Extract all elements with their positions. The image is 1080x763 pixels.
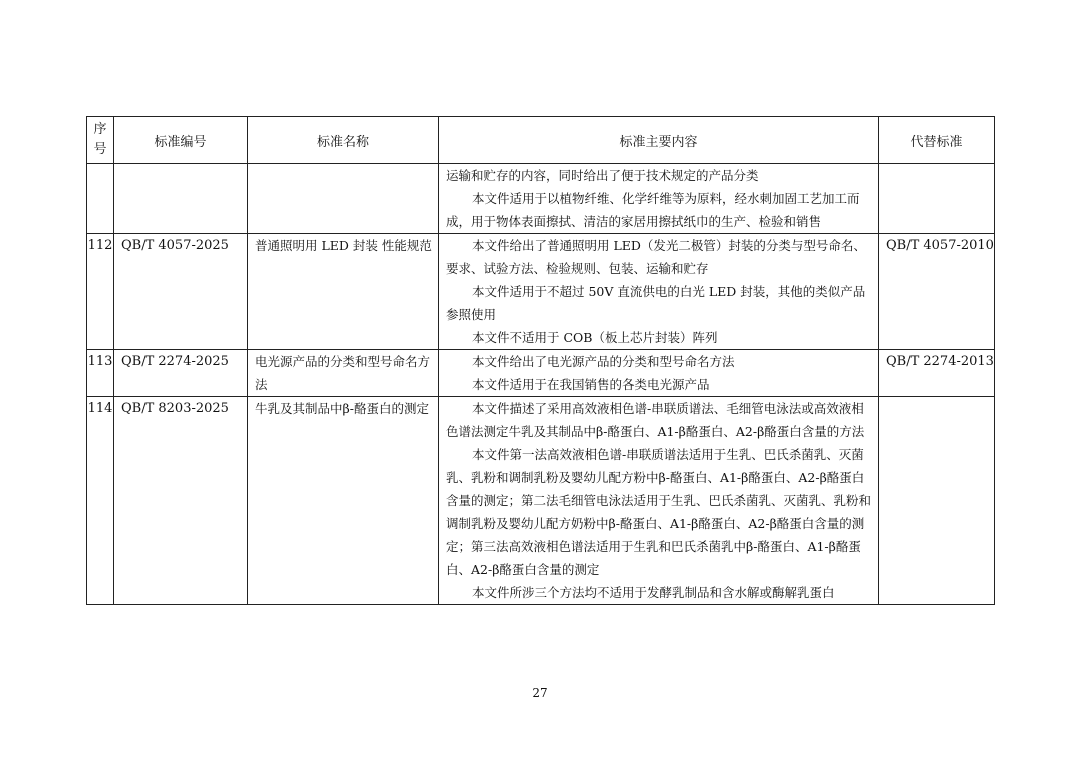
row-name: 电光源产品的分类和型号命名方法 <box>248 350 439 397</box>
content-paragraph: 本文件适用于不超过 50V 直流供电的白光 LED 封装，其他的类似产品参照使用 <box>446 284 866 322</box>
content-paragraph: 本文件适用于在我国销售的各类电光源产品 <box>472 377 710 392</box>
page-number: 27 <box>532 686 548 700</box>
header-code: 标准编号 <box>114 117 248 164</box>
row-seq: 112 <box>87 234 114 350</box>
row-replaces: QB/T 2274-2013 <box>879 350 995 397</box>
content-paragraph: 本文件第一法高效液相色谱-串联质谱法适用于生乳、巴氏杀菌乳、灭菌乳、乳粉和调制乳粉及婴幼儿配方粉中β-酪蛋白、A1-β酪蛋白、A2-β酪蛋白含量的测定；第二法毛细管电泳法适用于生乳、巴氏杀菌乳、灭菌乳、乳粉和调制乳粉及婴幼儿配方奶粉中β-酪蛋白、A1-β酪蛋白、A2-β酪蛋白含量的测定；第三法高效液相色谱法适用于生乳和巴氏杀菌乳中β-酪蛋白、A1-β酪蛋白、A2-β酪蛋白含量的测定 <box>446 447 872 577</box>
content-paragraph: 本文件给出了电光源产品的分类和型号命名方法 <box>472 354 735 369</box>
row-name: 普通照明用 LED 封装 性能规范 <box>248 234 439 350</box>
standards-table <box>86 116 995 605</box>
header-content: 标准主要内容 <box>439 117 879 164</box>
content-paragraph: 本文件不适用于 COB（板上芯片封装）阵列 <box>472 330 718 345</box>
header-seq-line1: 序 <box>93 122 107 137</box>
row-seq: 114 <box>87 397 114 605</box>
row-name: 牛乳及其制品中β-酪蛋白的测定 <box>248 397 439 605</box>
row-content <box>439 234 879 350</box>
table-row <box>87 234 995 350</box>
row-name <box>248 164 439 234</box>
row-replaces <box>879 164 995 234</box>
content-paragraph: 本文件所涉三个方法均不适用于发酵乳制品和含水解或酶解乳蛋白 <box>472 585 835 600</box>
header-name: 标准名称 <box>248 117 439 164</box>
row-seq: 113 <box>87 350 114 397</box>
row-code <box>114 164 248 234</box>
row-replaces: QB/T 4057-2010 <box>879 234 995 350</box>
content-paragraph: 运输和贮存的内容，同时给出了便于技术规定的产品分类 <box>446 168 759 183</box>
content-paragraph: 本文件给出了普通照明用 LED（发光二极管）封装的分类与型号命名、要求、试验方法、检验规则、包装、运输和贮存 <box>446 238 866 276</box>
table-row <box>87 397 995 605</box>
header-seq <box>87 117 114 164</box>
row-code: QB/T 4057-2025 <box>114 234 248 350</box>
row-content <box>439 350 879 397</box>
row-seq <box>87 164 114 234</box>
content-paragraph: 本文件适用于以植物纤维、化学纤维等为原料，经水刺加固工艺加工而成，用于物体表面擦拭、清洁的家居用擦拭纸巾的生产、检验和销售 <box>446 191 860 229</box>
row-code: QB/T 8203-2025 <box>114 397 248 605</box>
table-row <box>87 164 995 234</box>
content-paragraph: 本文件描述了采用高效液相色谱-串联质谱法、毛细管电泳法或高效液相色谱法测定牛乳及其制品中β-酪蛋白、A1-β酪蛋白、A2-β酪蛋白含量的方法 <box>446 401 865 439</box>
row-content <box>439 397 879 605</box>
header-seq-line2: 号 <box>93 142 107 157</box>
table-row <box>87 350 995 397</box>
row-code: QB/T 2274-2025 <box>114 350 248 397</box>
row-replaces <box>879 397 995 605</box>
header-replaces: 代替标准 <box>879 117 995 164</box>
row-content <box>439 164 879 234</box>
table-header-row <box>87 117 995 164</box>
